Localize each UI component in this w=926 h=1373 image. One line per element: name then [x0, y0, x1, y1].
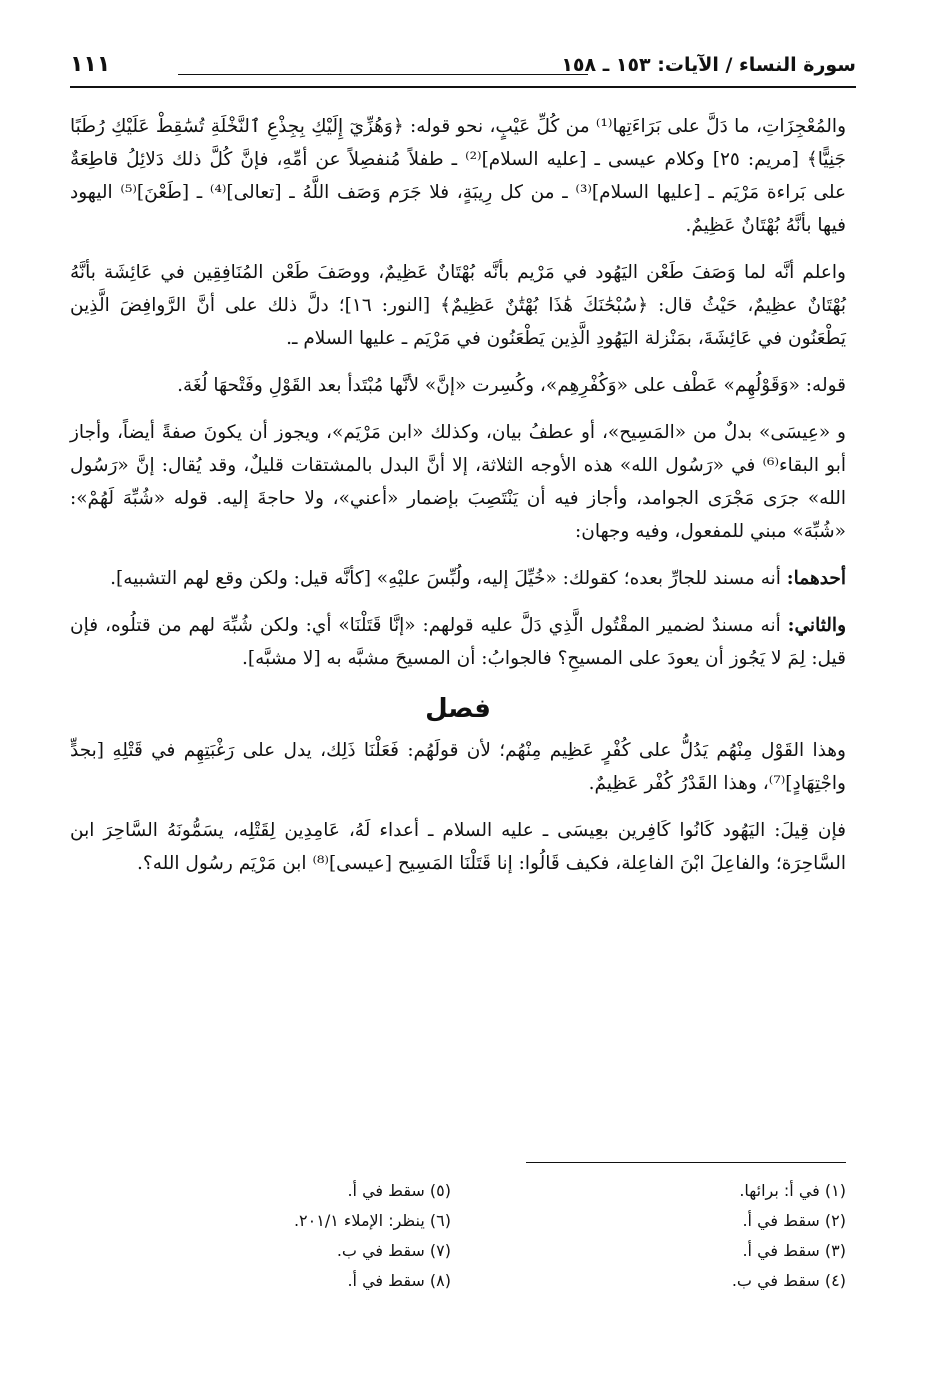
item-lead: والثاني:	[787, 615, 846, 636]
footnote: (١) في أ: برائها.	[739, 1181, 846, 1200]
paragraph: فإن قِيلَ: اليَهُود كَانُوا كَافِرين بعِيسَى ـ عليه السلام ـ أعداء لَهُ، عَامِدِين لِقَتْلِه، يسَمُّونَهُ السَّاحِرَ ابن السَّاحِرَة؛ والفاعِلَ ابْنَ الفاعِلة، فكيف قَالُوا: إنا قَتَلْنَا المَسِيح [عيسى]⁽⁸⁾ ابن مَرْيَم رسُول الله؟.	[70, 820, 846, 874]
item-lead: أحدهما:	[786, 568, 846, 589]
footnote: (٤) سقط في ب.	[731, 1271, 846, 1290]
paragraph: واعلم أنَّه لما وَصَفَ طَعْن اليَهُود في مَرْيم بأنَّه بُهْتَانٌ عَظِيمٌ، ووصَفَ طَعْن المُنَافِقِين في عَائِشَة بأنَّهُ بُهْتَانٌ عظِيمٌ، حَيْثُ قال: ﴿سُبْحَٰنَكَ هَٰذَا بُهْتَٰنٌ عَظِيمٌ﴾ [النور: ١٦]؛ دلَّ ذلك على أنَّ الرَّوافِضَ الَّذِين يَطْعَنُون في عَائِشَةَ، بمَنْزلة اليَهُودِ الَّذِين يَطْعَنُون في مَرْيَم ـ عليها السلام ـ.	[70, 262, 847, 349]
section-heading: فصل	[425, 694, 491, 724]
footnote: (٧) سقط في ب.	[336, 1241, 451, 1260]
footnotes-column-left	[61, 1176, 451, 1296]
list-item	[70, 609, 846, 675]
paragraph: والمُعْجِزَاتِ، ما دَلَّ على بَرَاءَتِها⁽¹⁾ من كُلِّ عَيْبٍ، نحو قوله: ﴿وَهُزِّيٓ إِلَيْكِ بِجِذْعِ ٱلنَّخْلَةِ تُسَٰقِطْ عَلَيْكِ رُطَبًا جَنِيًّا﴾ [مريم: ٢٥] وكلام عيسى ـ [عليه السلام]⁽²⁾ ـ طفلاً مُنفصِلاً عن أمِّهِ، فإنَّ كُلَّ ذلك دَلائِلُ قاطِعَةٌ على بَراءة مَرْيَم ـ [عليها السلام]⁽³⁾ ـ من كل رِيبَةٍ، فلا جَرَم وَصَف اللَّهُ ـ [تعالى]⁽⁴⁾ ـ [طَعْنَ]⁽⁵⁾ اليهود فيها بأنَّهُ بُهْتَانٌ عَظِيمٌ.	[70, 116, 847, 236]
paragraph: وهذا القَوْل مِنْهُم يَدُلُّ على كُفْرٍ عَظِيم مِنْهُم؛ لأن قولَهُم: فَعَلْنَا ذَلِك، يدل على رَغْبَتِهِم في قَتْلِهِ [بجدٍّ واجْتِهَادٍ]⁽⁷⁾، وهذا القَدْرُ كُفْر عَظِيمٌ.	[70, 740, 846, 794]
list-item	[70, 562, 846, 595]
footnote: (٥) سقط في أ.	[347, 1181, 451, 1200]
item-text: أنه مسندٌ لضمير المقْتُول الَّذِي دَلَّ عليه قولهم: «إنَّا قَتَلْنَا» أي: ولكن شُبِّهَ لهم من قتلُوه، فإن قيل: لِمَ لا يَجُوز أن يعودَ على المسيحِ؟ فالجوابُ: أن المسيحَ مشبَّه به [لا مشبَّه].	[70, 615, 846, 669]
paragraph: و «عِيسَى» بدلٌ من «المَسِيح»، أو عطفُ بيان، وكذلك «ابن مَرْيَم»، ويجوز أن يكونَ صفةً أيضاً، وأجاز أبو البقاء⁽⁶⁾ في «رَسُول الله» هذه الأوجه الثلاثة، إلا أنَّ البدل بالمشتقات قليلٌ، وقد يُقال: إنَّ «رَسُول الله» جرَى مَجْرَى الجوامد، وأجاز فيه أن يَنْتَصِبَ بإضمار «أعني»، ولا حاجةَ إليه. قوله «شُبِّهَ لَهُمْ»: «شُبِّهَ» مبني للمفعول، وفيه وجهان:	[70, 422, 847, 542]
running-title: سورة النساء / الآيات: ١٥٣ ـ ١٥٨	[561, 54, 856, 76]
footnote: (٨) سقط في أ.	[347, 1271, 451, 1290]
page-number: ١١١	[70, 52, 111, 77]
footnotes-column-right	[456, 1176, 846, 1296]
footnote: (٢) سقط في أ.	[742, 1211, 846, 1230]
footnote: (٦) ينظر: الإملاء ٢٠١/١.	[293, 1211, 451, 1230]
paragraph: قوله: «وَقَوْلُهِم» عَطْف على «وَكُفْرِهِم»، وكُسِرت «إنَّ» لأنَّها مُبْتَدأ بعد القَوْلِ وفَتْحهَا لُغَة.	[177, 375, 846, 396]
item-text: أنه مسند للجارِّ بعده؛ كقولك: «خُيِّلَ إليه، ولُبِّسَ عليْهِ» [كأنَّه قيل: ولكن وقع لهم التشبيه].	[110, 568, 787, 589]
footnote: (٣) سقط في أ.	[742, 1241, 846, 1260]
footnote-rule	[526, 1162, 846, 1163]
header-rule	[178, 74, 588, 75]
header-underline	[70, 86, 856, 88]
page-header	[70, 52, 856, 88]
main-text	[70, 110, 846, 894]
